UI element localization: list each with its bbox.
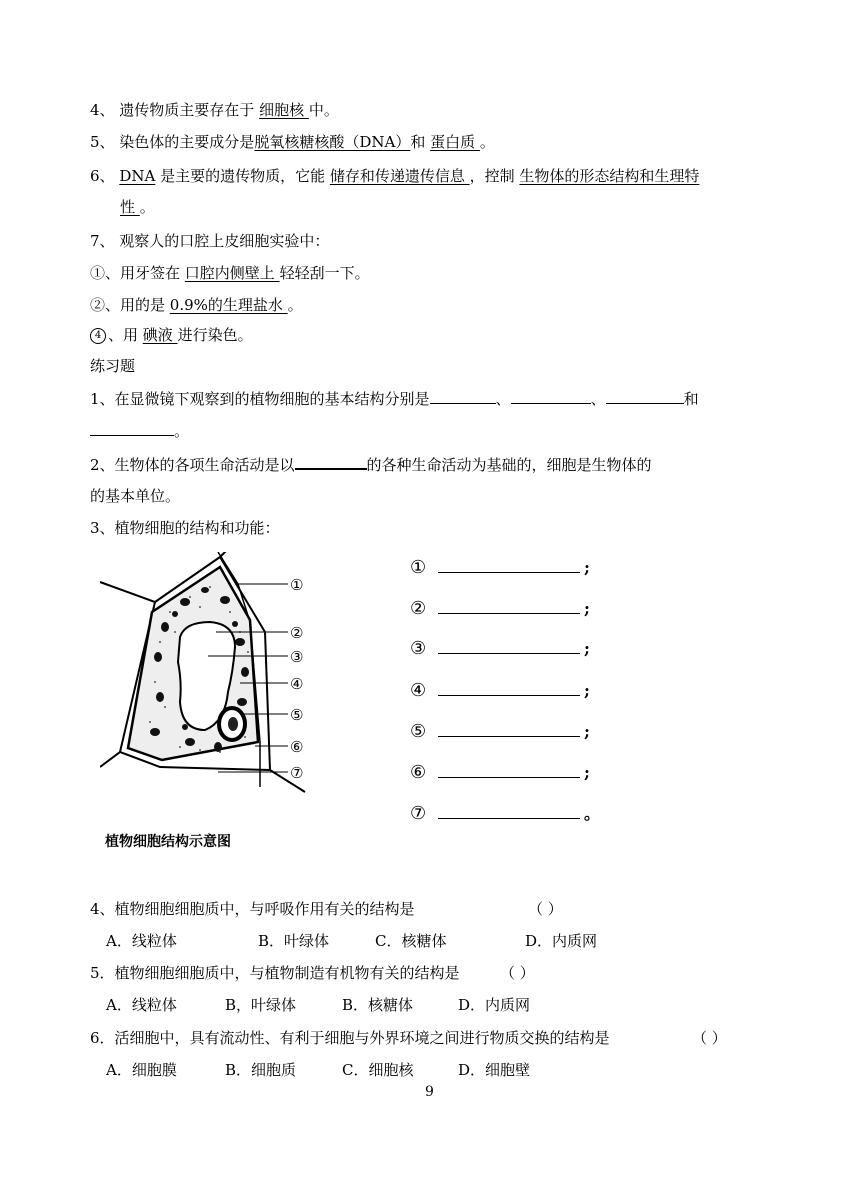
answer-num: ⑤ [410, 721, 427, 742]
ex-q4-option-b[interactable]: B．叶绿体 [258, 932, 330, 950]
plant-cell-diagram [100, 552, 330, 852]
q6-text: 是主要的遗传物质，它能 [155, 167, 330, 185]
q5-mid: 和 [410, 133, 431, 151]
answer-blank[interactable] [438, 761, 580, 778]
answer-blank[interactable] [438, 637, 580, 654]
exercise-q1-line2 [90, 420, 189, 441]
ex-q4-text: 4、植物细胞细胞质中，与呼吸作用有关的结构是 [90, 900, 415, 918]
ex-q4-option-a[interactable]: A．线粒体 [106, 932, 177, 950]
answer-blank[interactable] [438, 720, 580, 737]
answer-row-4 [410, 679, 590, 703]
exercise-q5 [90, 963, 460, 983]
q4-end: 中。 [308, 101, 339, 119]
ex-q6-paren[interactable]: （ ） [692, 1029, 727, 1047]
ex-q2-text: 2、生物体的各项生命活动是以 [90, 456, 295, 474]
diagram-caption: 植物细胞结构示意图 [105, 834, 231, 850]
ex-q1-sep1: 、 [495, 390, 511, 408]
review-q6-line1 [90, 166, 699, 186]
ex-q1-blank-3[interactable] [606, 388, 684, 404]
ex-q1-blank-2[interactable] [511, 388, 591, 404]
review-q7-step3 [90, 325, 253, 345]
q5-answer-1: 脱氧核糖核酸（DNA） [254, 133, 411, 151]
answer-num: ③ [410, 638, 427, 659]
answer-num: ④ [410, 680, 427, 701]
diagram-label-3: ③ [290, 648, 304, 666]
page-number: 9 [425, 1084, 434, 1100]
ex-q6-option-d[interactable]: D．细胞壁 [458, 1061, 531, 1079]
answer-row-3 [410, 637, 590, 661]
step1-end: 轻轻刮一下。 [279, 264, 370, 282]
ex-q6-option-a[interactable]: A．细胞膜 [106, 1061, 177, 1079]
answer-blank[interactable] [438, 679, 580, 696]
diagram-labels [290, 576, 303, 782]
exercise-heading: 练习题 [90, 357, 136, 375]
review-q7-title: 7、 观察人的口腔上皮细胞实验中： [90, 232, 330, 250]
review-q7-step2 [90, 295, 303, 315]
ex-q1-text: 1、在显微镜下观察到的植物细胞的基本结构分别是 [90, 390, 430, 408]
q6-answer-1: 储存和传递遗传信息 [329, 167, 470, 185]
q5-text: 5、 染色体的主要成分是 [90, 133, 255, 151]
ex-q2-text-2: 的各种生命活动为基础的，细胞是生物体的 [366, 456, 652, 474]
answer-row-1 [410, 556, 590, 580]
step1-answer: 口腔内侧壁上 [184, 264, 280, 282]
answer-row-7 [410, 802, 600, 826]
q4-text: 4、 遗传物质主要存在于 [90, 101, 260, 119]
nucleolus [228, 717, 238, 731]
ex-q4-paren[interactable]: （ ） [528, 900, 563, 918]
ex-q1-end: 。 [174, 422, 190, 440]
q4-answer: 细胞核 [259, 101, 309, 119]
answer-row-5 [410, 720, 590, 744]
ex-q1-blank-4[interactable] [90, 420, 174, 436]
ex-q4-option-c[interactable]: C．核糖体 [375, 932, 447, 950]
review-q4 [90, 100, 339, 120]
step2-text: ②、用的是 [90, 296, 170, 314]
ex-q6-text: 6．活细胞中，具有流动性、有利于细胞与外界环境之间进行物质交换的结构是 [90, 1029, 610, 1047]
diagram-label-2: ② [290, 624, 304, 642]
answer-end: ; [584, 763, 590, 782]
answer-end: 。 [584, 804, 601, 823]
exercise-q6 [90, 1028, 610, 1048]
review-q6-line2 [120, 197, 155, 217]
answer-blank[interactable] [438, 556, 580, 573]
ex-q5-option-c[interactable]: B．核糖体 [342, 996, 414, 1014]
ex-q6-option-b[interactable]: B．细胞质 [225, 1061, 297, 1079]
ex-q1-blank-1[interactable] [430, 388, 496, 404]
q6-end: 。 [139, 198, 155, 216]
q6-answer-0: DNA [119, 167, 156, 185]
step3-circled-number: 4 [90, 328, 106, 344]
ex-q5-paren[interactable]: （ ） [500, 964, 535, 982]
answer-row-6 [410, 761, 590, 785]
q6-num: 6、 [90, 167, 120, 185]
answer-num: ⑥ [410, 762, 427, 783]
review-q7-step1 [90, 263, 370, 283]
answer-end: ; [584, 722, 590, 741]
answer-end: ; [584, 599, 590, 618]
answer-num: ② [410, 598, 427, 619]
step2-end: 。 [287, 296, 303, 314]
step3-end: 进行染色。 [177, 326, 253, 344]
step3-answer: 碘液 [142, 326, 178, 344]
exercise-q1-line1 [90, 388, 699, 409]
review-q5 [90, 132, 495, 152]
answer-row-2 [410, 597, 590, 621]
answer-num: ① [410, 557, 427, 578]
ex-q4-option-d[interactable]: D．内质网 [525, 932, 598, 950]
step2-answer: 0.9%的生理盐水 [169, 296, 288, 314]
ex-q2-blank[interactable] [295, 453, 367, 470]
ex-q1-sep2: 、 [590, 390, 606, 408]
step3-text: 、用 [108, 326, 143, 344]
diagram-label-5: ⑤ [290, 706, 304, 724]
exercise-q2-line1 [90, 453, 652, 475]
ex-q5-option-a[interactable]: A．线粒体 [106, 996, 177, 1014]
q5-answer-2: 蛋白质 [430, 133, 480, 151]
answer-num: ⑦ [410, 803, 427, 824]
step1-text: ①、用牙签在 [90, 264, 185, 282]
diagram-label-7: ⑦ [290, 764, 304, 782]
q6-answer-2b: 性 [120, 198, 140, 216]
diagram-label-6: ⑥ [290, 738, 304, 756]
q6-answer-2a: 生物体的形态结构和生理特 [519, 167, 700, 185]
diagram-label-1: ① [290, 576, 304, 594]
exercise-q2-line2: 的基本单位。 [90, 487, 181, 505]
q5-end: 。 [479, 133, 495, 151]
answer-blank[interactable] [438, 597, 580, 614]
diagram-label-4: ④ [290, 675, 304, 693]
ex-q5-option-d[interactable]: D．内质网 [458, 996, 531, 1014]
ex-q1-sep3: 和 [683, 390, 699, 408]
q6-mid: ，控制 [469, 167, 520, 185]
exercise-q3: 3、植物细胞的结构和功能： [90, 519, 280, 537]
answer-end: ; [584, 681, 590, 700]
exercise-q4 [90, 899, 415, 919]
ex-q6-option-c[interactable]: C．细胞核 [342, 1061, 414, 1079]
answer-blank[interactable] [438, 802, 580, 819]
ex-q5-text: 5．植物细胞细胞质中，与植物制造有机物有关的结构是 [90, 964, 460, 982]
answer-end: ; [584, 558, 590, 577]
answer-end: ; [584, 639, 590, 658]
ex-q5-option-b[interactable]: B，叶绿体 [225, 996, 297, 1014]
